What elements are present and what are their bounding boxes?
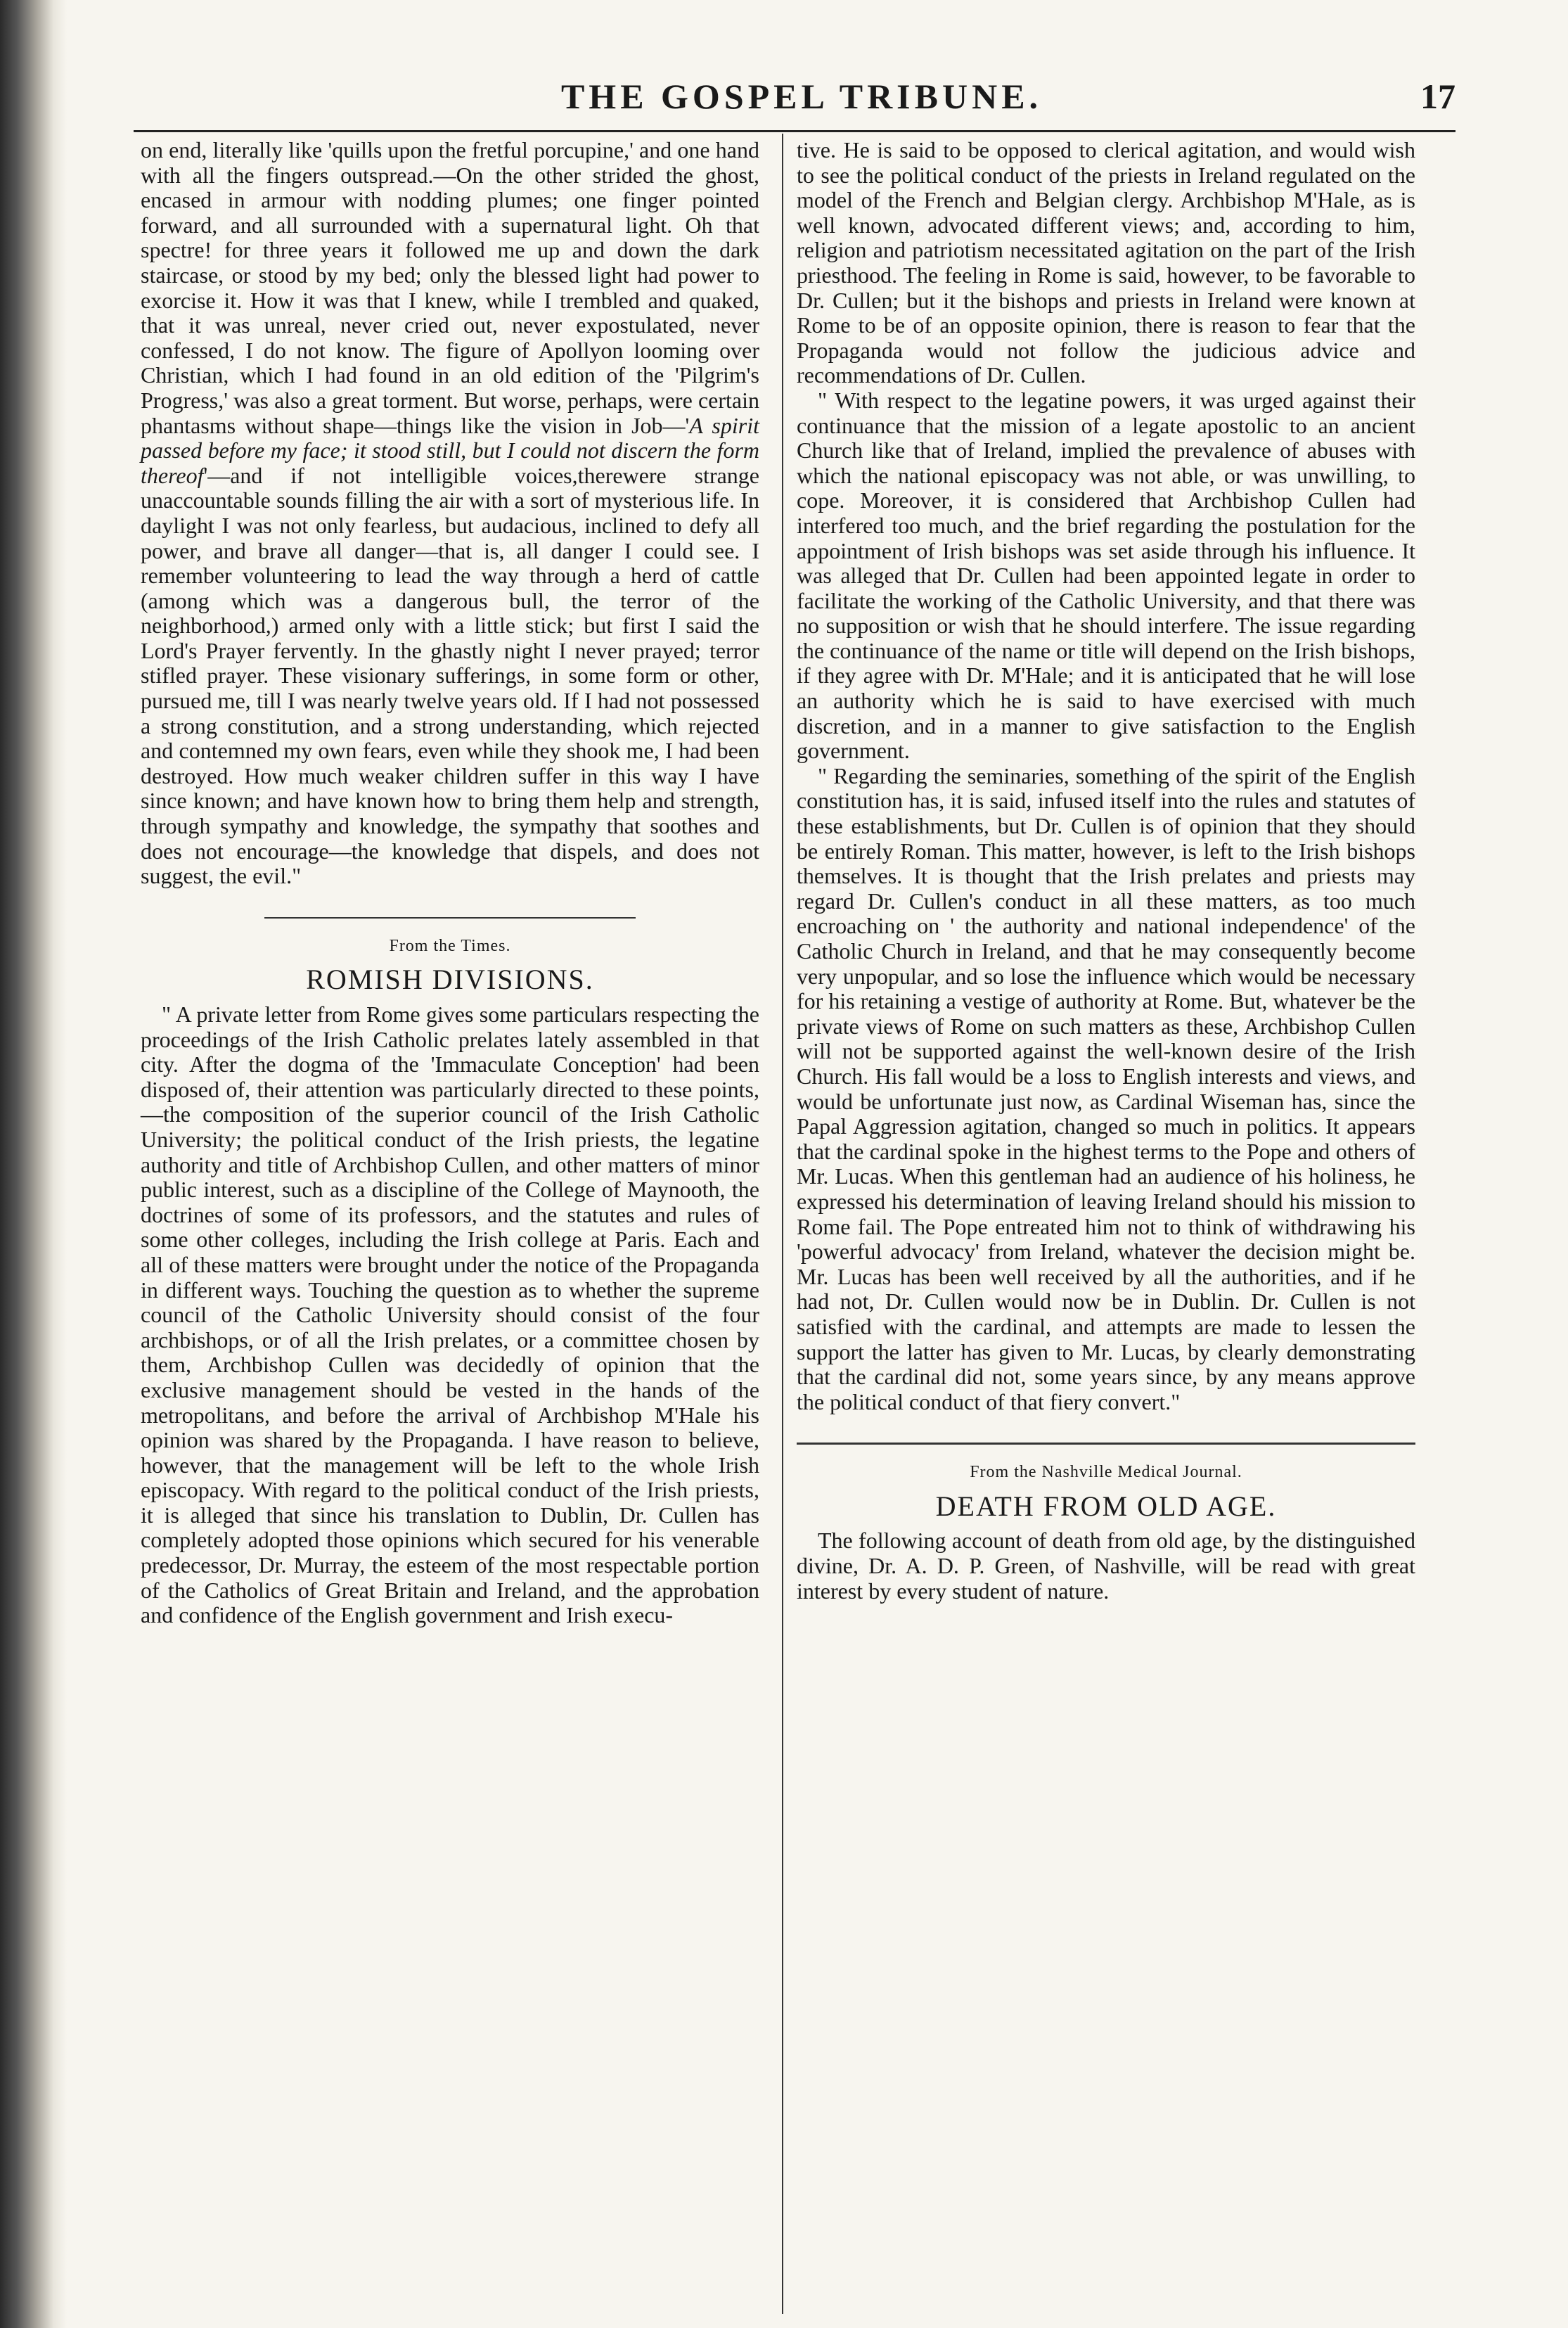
binding-shadow <box>0 0 67 2328</box>
article-body: The following account of death from old age, by the distinguished divine, Dr. A. D. P. Green, of Nashville, will be read with great interest by every student of nature. <box>797 1528 1415 1604</box>
paragraph: tive. He is said to be opposed to clerical agitation, and would wish to see the political conduct of the priests in Ireland regulated on the model of the French and Belgian clergy. Archbishop M'Hale, as is well known, advocated different views; and, according to him, religion and patriotism necessitated agitation on the part of the Irish priesthood. The feeling in Rome is said, however, to be favorable to Dr. Cullen; but it the bishops and priests in Ireland were known at Rome to be of an opposite opinion, there is reason to fear that the Propaganda would not follow the judicious advice and recommendations of Dr. Cullen. <box>797 137 1415 388</box>
article-source: From the Times. <box>389 936 511 955</box>
paragraph: " With respect to the legatine powers, it was urged against their continuance that the mission of a legate apostolic to an ancient Church like that of Ireland, implied the prevalence of abuses with which the national episcopacy was not able, or was unwilling, to cope. Moreover, it is considered that Archbishop Cullen had interfered too much, and the brief regarding the postulation for the appointment of Irish bishops was set aside through his influence. It was alleged that Dr. Cullen had been appointed legate in order to facilitate the working of the Catholic University, and that there was no supposition or wish that he should interfere. The issue regarding the continuance of the name or title will depend on the Irish bishops, if they agree with Dr. M'Hale; and it is anticipated that he will lose an authority which he is said to have exercised with much discretion, and in a manner to give satisfaction to the English government. <box>797 387 1415 764</box>
column-divider <box>782 134 783 2314</box>
continued-paragraph <box>141 138 759 889</box>
continued-text-part-1: on end, literally like 'quills upon the fretful porcupine,' and one hand with all the fingers outspread.—On the other strided the ghost, encased in armour with nodding plumes; one finger pointed forward, and all surrounded with a supernatural light. Oh that spectre! for three years it followed me up and down the dark staircase, or stood by my bed; only the blessed light had power to exorcise it. How it was that I knew, while I trembled and quaked, that it was unreal, never cried out, never expostulated, never confessed, I do not know. The figure of Apollyon looming over Christian, which I had found in an old edition of the 'Pilgrim's Progress,' was also a great torment. But worse, perhaps, were certain phantasms without shape—things like the vision in Job—' <box>141 137 759 438</box>
article-heading: DEATH FROM OLD AGE. <box>935 1490 1277 1522</box>
job-quotation: A spirit passed before my face; it stood still, but I could not discern the form thereof <box>141 412 760 488</box>
right-column <box>797 138 1415 1604</box>
article-heading: ROMISH DIVISIONS. <box>306 964 594 996</box>
section-rule <box>264 917 636 919</box>
paragraph: " Regarding the seminaries, something of the spirit of the English constitution has, it is said, infused itself into the rules and statutes of these establishments, but Dr. Cullen is of opinion that they should be entirely Roman. This matter, however, is left to the Irish bishops themselves. It is thought that the Irish prelates and priests may regard Dr. Cullen's conduct in all these matters, as too much encroaching on ' the authority and national independence' of the Catholic Church in Ireland, and that he may consequently become very unpopular, and so lose the influence which would be necessary for his retaining a vestige of authority at Rome. But, whatever be the private views of Rome on such matters as these, Archbishop Cullen will not be supported against the well-known desire of the Irish Church. His fall would be a loss to English interests and views, and would be unfortunate just now, as Cardinal Wiseman has, since the Papal Aggression agitation, changed so much in politics. It appears that the cardinal spoke in the highest terms to the Pope and others of Mr. Lucas. When this gentleman had an audience of his holiness, he expressed his determination of leaving Ireland should his mission to Rome fail. The Pope entreated him not to think of withdrawing his 'powerful advocacy' from Ireland, whatever the decision might be. Mr. Lucas has been well received by all the authorities, and if he had not, Dr. Cullen would now be in Dublin. Dr. Cullen is not satisfied with the cardinal, and attempts are made to lessen the support the latter has given to Mr. Lucas, by clearly demonstrating that the cardinal did not, some years since, by any means approve the political conduct of that fiery convert." <box>797 762 1415 1414</box>
running-title: THE GOSPEL TRIBUNE. <box>560 77 1043 116</box>
article-source: From the Nashville Medical Journal. <box>970 1463 1242 1482</box>
article-body: " A private letter from Rome gives some particulars respecting the proceedings of the Irish Catholic prelates lately assembled in that city. After the dogma of the 'Immaculate Conception' had been disposed of, their attention was particularly directed to these points,—the composition of the superior council of the Irish Catholic University; the political conduct of the Irish priests, the legatine authority and title of Archbishop Cullen, and other matters of minor public interest, such as a discipline of the College of Maynooth, the doctrines of some of its professors, and the statutes and rules of some other colleges, including the Irish college at Paris. Each and all of these matters were brought under the notice of the Propaganda in different ways. Touching the question as to whether the supreme council of the Catholic University should consist of the four archbishops, or of all the Irish prelates, or a committee chosen by them, Archbishop Cullen was decidedly of opinion that the exclusive management should be vested in the hands of the metropolitans, and before the arrival of Archbishop M'Hale his opinion was shared by the Propaganda. I have reason to believe, however, that the management will be left to the whole Irish episcopacy. With regard to the political conduct of the Irish priests, it is alleged that since his translation to Dublin, Dr. Cullen has completely adopted those opinions which secured for his venerable predecessor, Dr. Murray, the esteem of the most respectable portion of the Catholics of Great Britain and Ireland, and the approbation and confidence of the English government and Irish execu- <box>141 1002 759 1628</box>
header-rule <box>134 130 1455 132</box>
continued-text-part-2: '—and if not intelligible voices,therewere strange unaccountable sounds filling the air with a sort of mysterious life. In daylight I was not only fearless, but audacious, inclined to defy all power, and brave all danger—that is, all danger I could see. I remember volunteering to lead the way through a herd of cattle (among which was a dangerous bull, the terror of the neighborhood,) armed only with a little stick; but first I said the Lord's Prayer fervently. In the ghastly night I never prayed; terror stifled prayer. These visionary sufferings, in some form or other, pursued me, till I was nearly twelve years old. If I had not possessed a strong constitution, and a strong understanding, which rejected and contemned my own fears, even while they shook me, I had been destroyed. How much weaker children suffer in this way I have since known; and have known how to bring them help and strength, through sympathy and knowledge, the sympathy that soothes and does not encourage—the knowledge that dispels, and does not suggest, the evil." <box>141 462 759 889</box>
section-rule <box>797 1443 1415 1445</box>
left-column <box>141 138 759 1628</box>
page-number: 17 <box>1420 77 1455 116</box>
page-header <box>148 76 1455 125</box>
